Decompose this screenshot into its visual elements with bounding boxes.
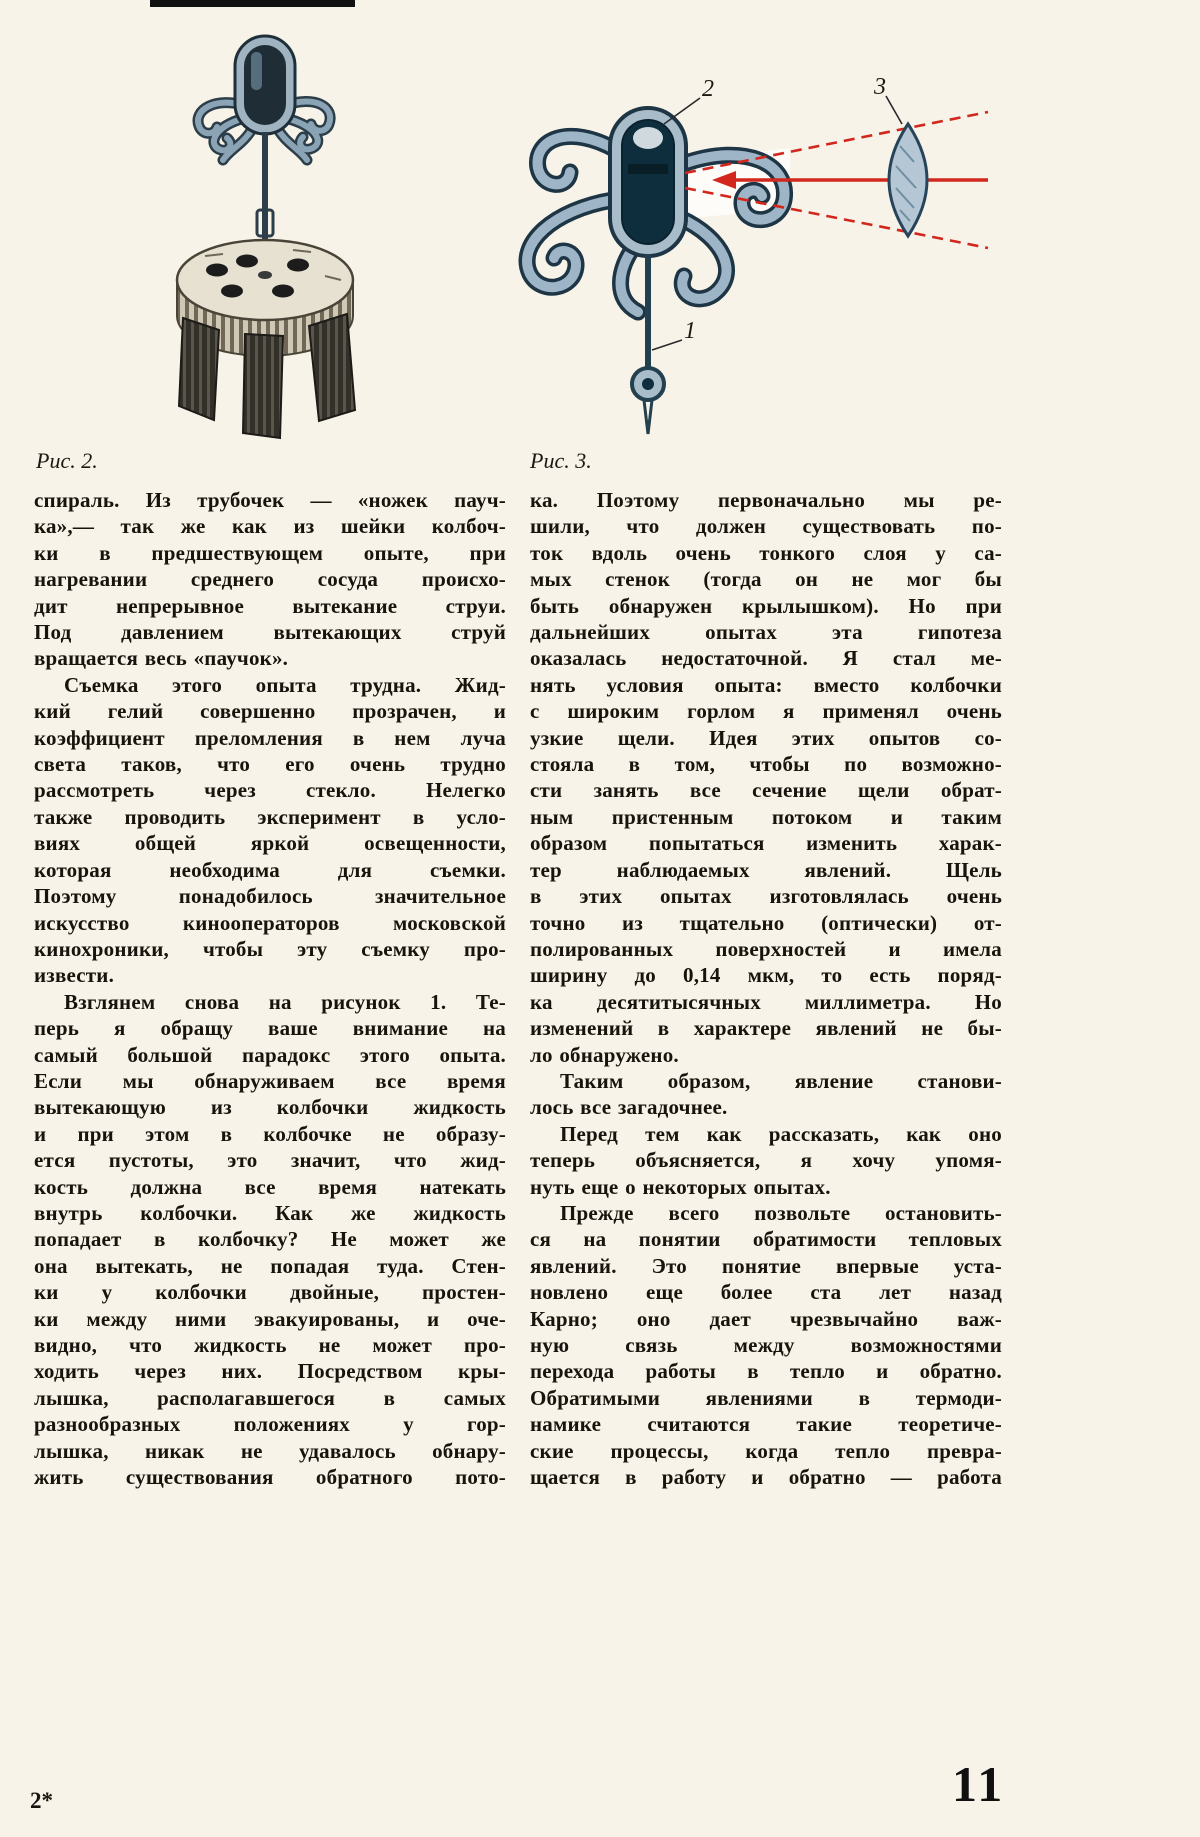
text-line: Поэтому понадобилось значительное: [34, 884, 506, 909]
text-line: кий гелий совершенно прозрачен, и: [34, 699, 506, 724]
text-line: ширину до 0,14 мкм, то есть поряд-: [530, 963, 1002, 988]
text-line: ную связь между возможностями: [530, 1333, 1002, 1357]
text-line: Перед тем как рассказать, как оно: [560, 1121, 1002, 1146]
text-line: ка десятитысячных миллиметра. Но: [530, 989, 1002, 1014]
text-line: быть обнаружен крылышком). Но при: [530, 593, 1002, 618]
spider-and-lens-drawing: [498, 68, 1200, 468]
text-line: Таким образом, явление станови-: [560, 1068, 1002, 1093]
text-line: коэффициент преломления в нем луча: [34, 725, 506, 750]
text-line: также проводить эксперимент в усло-: [34, 804, 506, 829]
figure-3-illustration: [498, 68, 1200, 468]
text-line: спираль. Из трубочек — «ножек пауч-: [34, 488, 506, 512]
text-line: сти занять все сечение щели обрат-: [530, 778, 1002, 803]
text-line: внутрь колбочки. Как же жидкость: [34, 1200, 506, 1225]
text-line: извести.: [34, 963, 115, 988]
page-number: 11: [952, 1756, 1006, 1812]
text-line: виях общей яркой освещенности,: [34, 831, 506, 856]
text-line: с широким горлом я применял очень: [530, 699, 1002, 724]
text-line: вращается весь «паучок».: [34, 646, 289, 671]
text-line: ток вдоль очень тонкого слоя у са-: [530, 540, 1002, 565]
text-line: мых стенок (тогда он не мог бы: [530, 567, 1002, 592]
text-line: Если мы обнаруживаем все время: [34, 1068, 506, 1093]
text-line: Карно; оно дает чрезвычайно важ-: [530, 1306, 1002, 1331]
text-line: в этих опытах изготовлялась очень: [530, 884, 1002, 909]
text-line: Обратимыми явлениями в термоди-: [530, 1385, 1002, 1410]
right-text-column: [530, 487, 1002, 1490]
text-line: узкие щели. Идея этих опытов со-: [530, 725, 1002, 750]
text-line: нуть еще о некоторых опытах.: [530, 1174, 831, 1199]
text-line: Взглянем снова на рисунок 1. Те-: [64, 989, 506, 1014]
text-line: оказалась недостаточной. Я стал ме-: [530, 646, 1002, 671]
light-rays: [685, 112, 988, 248]
text-line: которая необходима для съемки.: [34, 857, 506, 882]
text-line: дит непрерывное вытекание струи.: [34, 593, 506, 618]
figure-2-illustration: [95, 18, 495, 443]
text-line: ходить через них. Посредством кры-: [34, 1359, 506, 1384]
text-line: ло обнаружено.: [530, 1042, 679, 1067]
text-line: ка»,— так же как из шейки колбоч-: [34, 514, 506, 539]
text-line: ки у колбочки двойные, простен-: [34, 1280, 506, 1305]
text-line: дальнейших опытах эта гипотеза: [530, 620, 1002, 645]
text-line: лось все загадочнее.: [530, 1095, 728, 1120]
text-line: щается в работу и обратно — работа: [530, 1465, 1002, 1490]
text-line: ка. Поэтому первоначально мы ре-: [530, 488, 1002, 512]
text-line: точно из тщательно (оптически) от-: [530, 910, 1002, 935]
paragraph: [530, 487, 1002, 1068]
text-line: нагревании среднего сосуда происхо-: [34, 567, 506, 592]
text-line: стояла в том, чтобы по возможно-: [530, 752, 1002, 777]
paragraph: [530, 1121, 1002, 1200]
label-1: 1: [684, 318, 696, 344]
text-line: попадает в колбочку? Не может же: [34, 1227, 506, 1252]
text-line: ки в предшествующем опыте, при: [34, 540, 506, 565]
text-line: теперь объясняется, я хочу упомя-: [530, 1148, 1002, 1173]
text-line: ся на понятии обратимости тепловых: [530, 1227, 1002, 1252]
paragraph: [530, 1200, 1002, 1490]
left-text-column: [34, 487, 506, 1490]
text-line: разнообразных положениях у гор-: [34, 1412, 506, 1437]
text-line: ки между ними эвакуированы, и оче-: [34, 1306, 506, 1331]
text-line: искусство кинооператоров московской: [34, 910, 506, 935]
paragraph: [530, 1068, 1002, 1121]
text-line: образом попытаться изменить харак-: [530, 831, 1002, 856]
text-line: перь я обращу ваше внимание на: [34, 1016, 506, 1041]
text-line: новлено еще более ста лет назад: [530, 1280, 1002, 1305]
figure-3-caption: Рис. 3.: [530, 448, 592, 473]
text-line: явлений. Это понятие впервые уста-: [530, 1253, 1002, 1278]
text-line: лышка, никак не удавалось обнару-: [34, 1438, 506, 1463]
text-line: Прежде всего позвольте остановить-: [560, 1200, 1002, 1225]
text-line: рассмотреть через стекло. Нелегко: [34, 778, 506, 803]
scan-artifact-bar: [150, 0, 355, 7]
spider-on-drum-drawing: [95, 18, 495, 443]
spider-stem: [632, 254, 664, 434]
text-line: перехода работы в тепло и обратно.: [530, 1359, 1002, 1384]
spider-bulb: [235, 36, 295, 134]
text-line: Под давлением вытекающих струй: [34, 620, 506, 645]
label-2: 2: [702, 76, 714, 102]
text-line: ется пустоты, это значит, что жид-: [34, 1148, 506, 1173]
text-line: полированных поверхностей и имела: [530, 936, 1002, 961]
text-line: жить существования обратного пото-: [34, 1465, 506, 1490]
text-line: она вытекать, не попадая туда. Стен-: [34, 1253, 506, 1278]
text-line: ские процессы, когда тепло превра-: [530, 1438, 1002, 1463]
text-line: ным пристенным потоком и таким: [530, 804, 1002, 829]
label-3: 3: [874, 74, 886, 100]
text-line: нять условия опыта: вместо колбочки: [530, 672, 1002, 697]
paragraph: [34, 672, 506, 989]
text-line: изменений в характере явлений не бы-: [530, 1016, 1002, 1041]
text-line: Съемка этого опыта трудна. Жид-: [64, 672, 506, 697]
text-line: вытекающую из колбочки жидкость: [34, 1095, 506, 1120]
paragraph: [34, 989, 506, 1491]
text-line: лышка, располагавшегося в самых: [34, 1385, 506, 1410]
text-line: и при этом в колбочке не образу-: [34, 1121, 506, 1146]
text-line: света таков, что его очень трудно: [34, 752, 506, 777]
paragraph: [34, 487, 506, 672]
text-line: тер наблюдаемых явлений. Щель: [530, 857, 1002, 882]
text-line: видно, что жидкость не может про-: [34, 1333, 506, 1357]
spider-bulb: [610, 108, 686, 256]
signature-mark: 2*: [30, 1788, 53, 1813]
text-line: кость должна все время натекать: [34, 1174, 506, 1199]
text-line: кинохроники, чтобы эту съемку про-: [34, 936, 506, 961]
text-line: самый большой парадокс этого опыта.: [34, 1042, 506, 1067]
text-line: намике считаются такие теоретиче-: [530, 1412, 1002, 1437]
figure-2-caption: Рис. 2.: [36, 448, 98, 473]
lens-icon: [889, 124, 927, 236]
text-line: шили, что должен существовать по-: [530, 514, 1002, 539]
